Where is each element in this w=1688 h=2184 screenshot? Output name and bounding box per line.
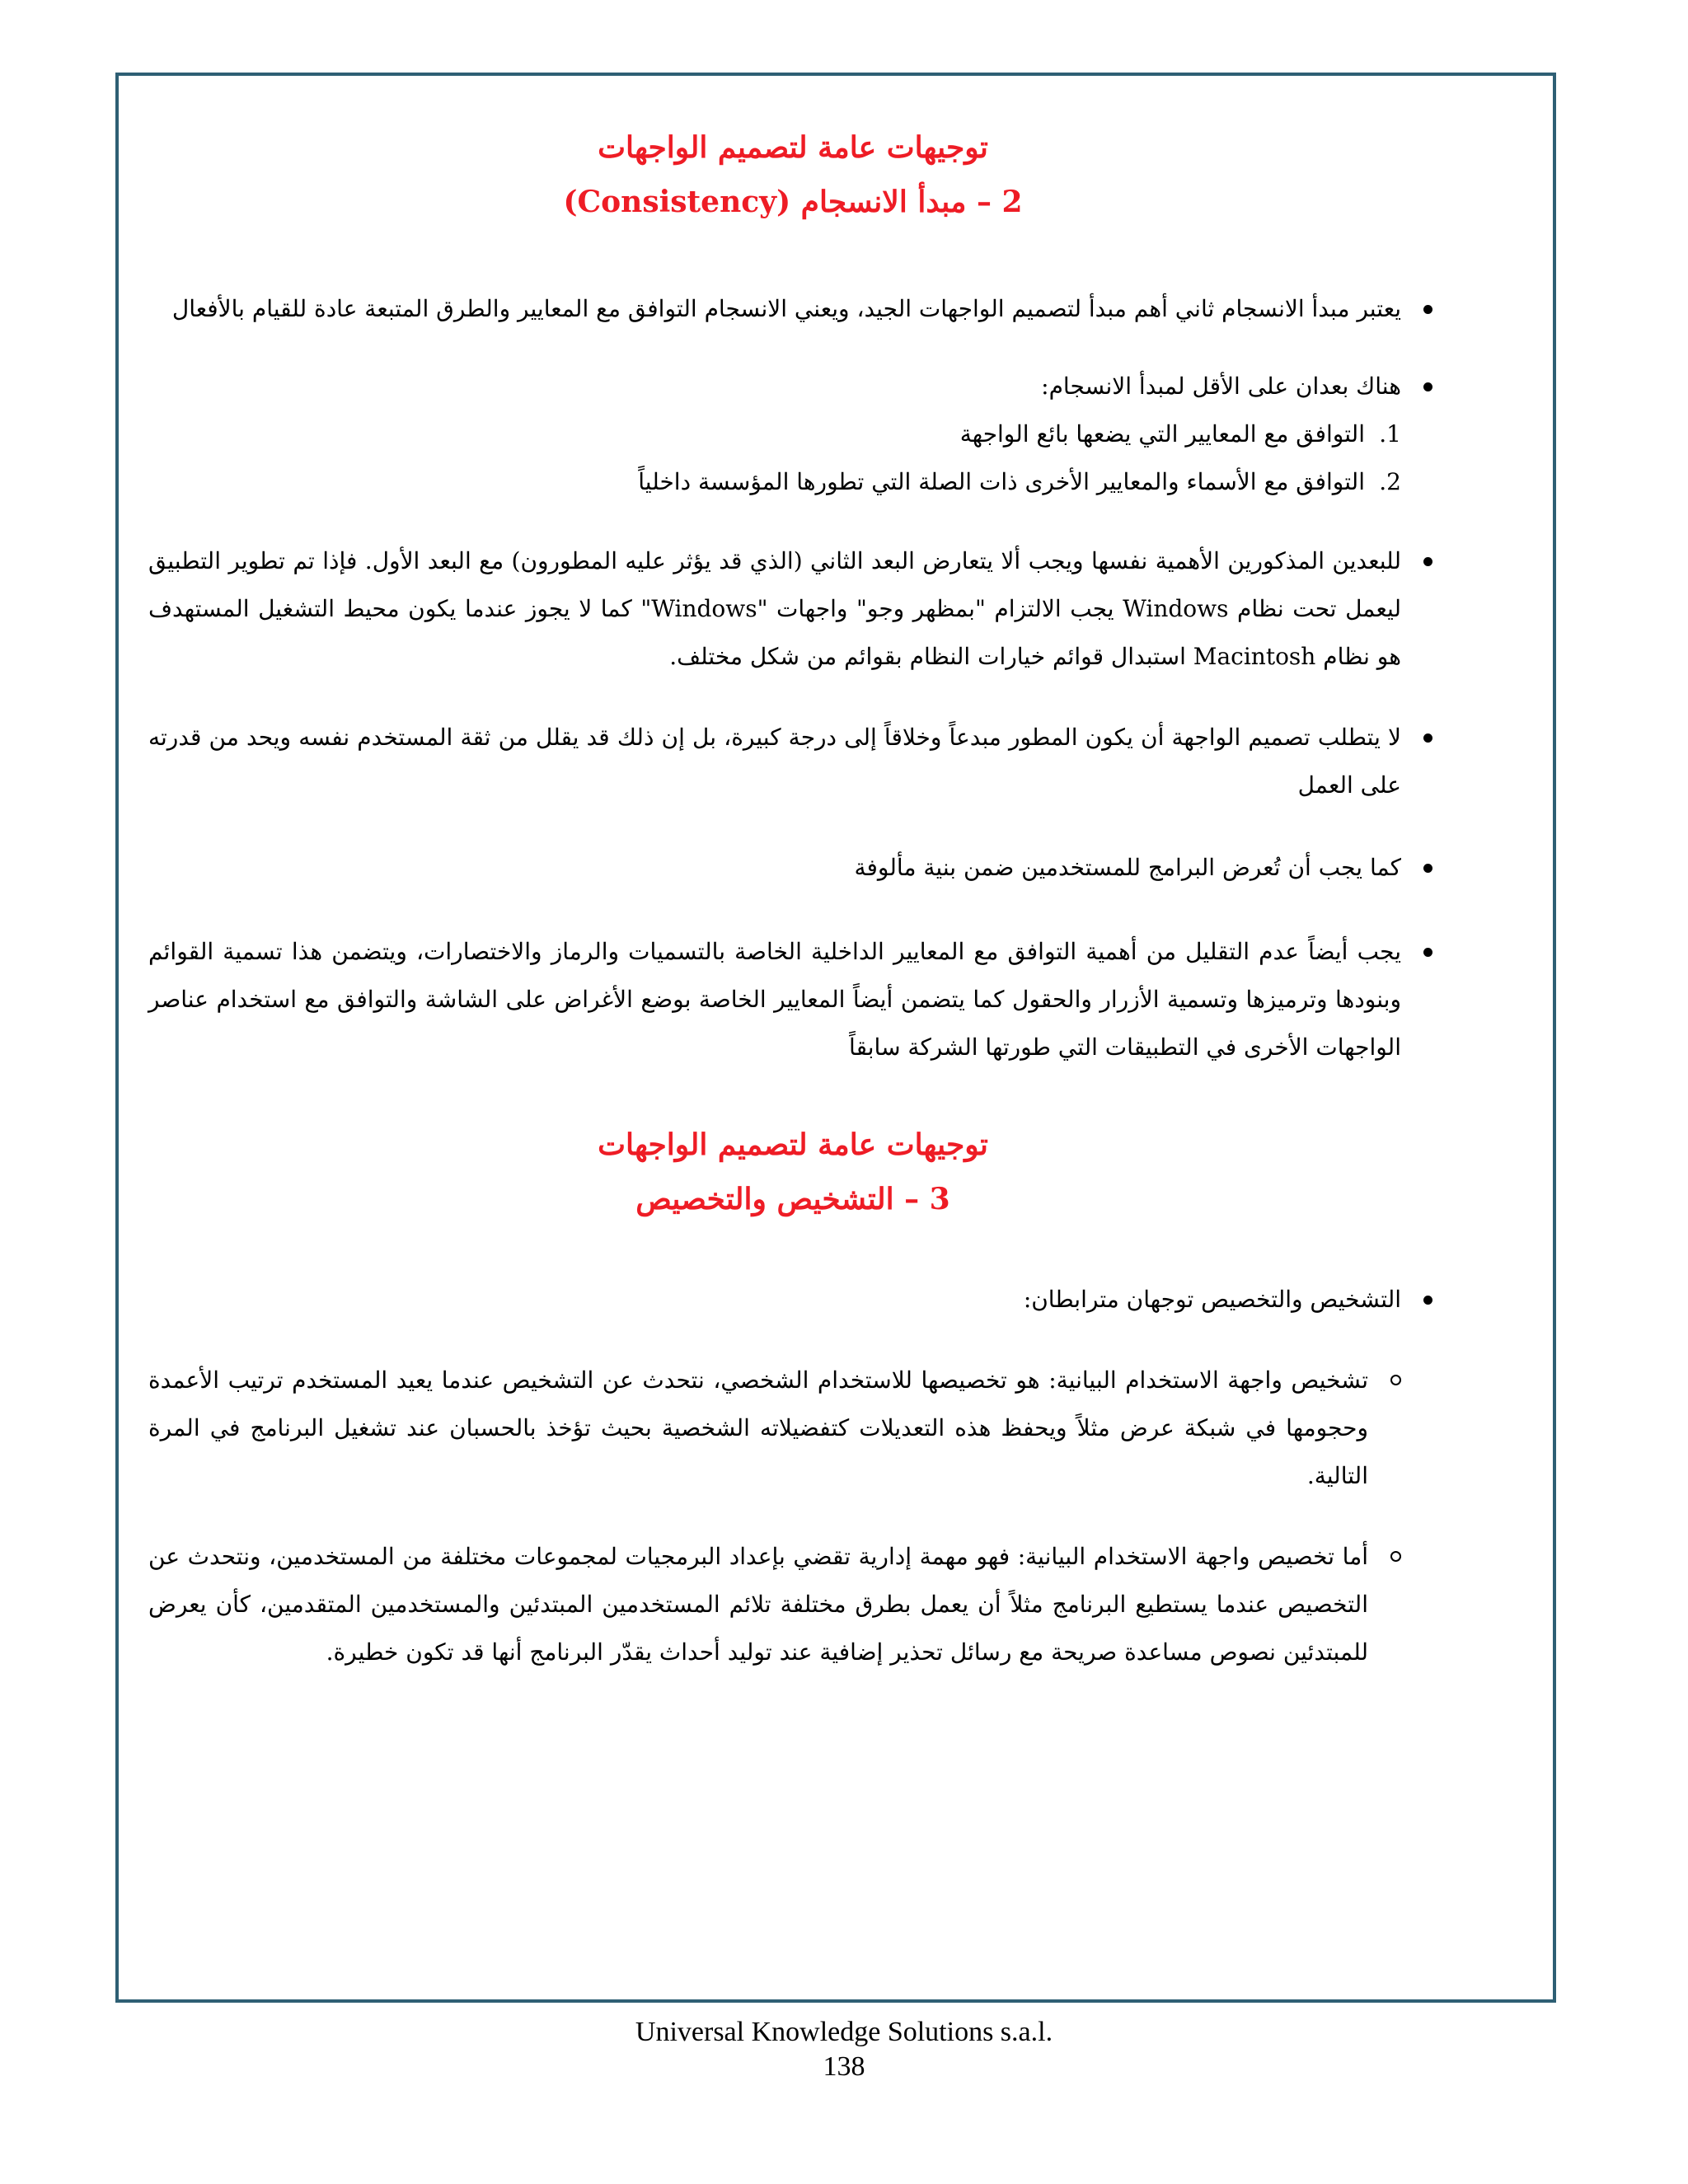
- section-subtitle-personalization: 3 – التشخيص والتخصيص: [635, 1182, 950, 1216]
- bullet-consistency-definition: يعتبر مبدأ الانسجام ثاني أهم مبدأ لتصميم الواجهات الجيد، ويعني الانسجام التوافق مع المعايير والطرق المتبعة عادة للقيام بالأفعال: [148, 285, 1437, 333]
- bullet-internal-standards: يجب أيضاً عدم التقليل من أهمية التوافق مع المعايير الداخلية الخاصة بالتسميات والرماز والاختصارات، ويتضمن هذا تسمية القوائم وبنودها وترميزها وتسمية الأزرار والحقول كما يتضمن أيضاً المعايير الخاصة بوضع الأغراض على الشاشة والتوافق مع استخدام عناصر الواجهات الأخرى في التطبيقات التي طورتها الشركة سابقاً: [148, 928, 1437, 1071]
- list-item-text: التوافق مع الأسماء والمعايير الأخرى ذات الصلة التي تطورها المؤسسة داخلياً: [638, 468, 1365, 495]
- page-number: 138: [823, 2051, 865, 2082]
- bullet-creativity: لا يتطلب تصميم الواجهة أن يكون المطور مبدعاً وخلاقاً إلى درجة كبيرة، بل إن ذلك قد يقلل من ثقة المستخدم نفسه ويحد من قدرته على العمل: [148, 714, 1437, 809]
- bullet-personalization-intro: التشخيص والتخصيص توجهان مترابطان:: [148, 1276, 1437, 1324]
- bullet-dimensions-intro: هناك بعدان على الأقل لمبدأ الانسجام:: [148, 363, 1437, 410]
- macintosh-term: Macintosh: [1193, 643, 1316, 670]
- section-title-guidelines-1: توجيهات عامة لتصميم الواجهات: [598, 130, 988, 165]
- list-number: 2.: [1379, 468, 1401, 495]
- dimensions-list-item: [148, 410, 1401, 458]
- windows-term: Windows: [651, 595, 757, 622]
- page-content: [148, 73, 1437, 1676]
- section-subtitle-consistency: [148, 175, 1437, 229]
- subtitle-english: (Consistency): [563, 185, 791, 219]
- subtitle-arabic: 2 – مبدأ الانسجام: [800, 185, 1023, 219]
- sub-bullet-personalization: تشخيص واجهة الاستخدام البيانية: هو تخصيصها للاستخدام الشخصي، نتحدث عن التشخيص عندما يعيد المستخدم ترتيب الأعمدة وحجومها في شبكة عرض مثلاً ويحفظ هذه التعديلات كتفضيلاته الشخصية بحيث تؤخذ بالحسبان عند تشغيل البرنامج في المرة التالية.: [148, 1357, 1437, 1500]
- bullet-dimensions-block: [148, 363, 1437, 506]
- windows-term: Windows: [1123, 595, 1229, 622]
- list-number: 1.: [1379, 420, 1401, 448]
- bullet-equal-importance: [148, 537, 1437, 681]
- bullet-familiar-structure: كما يجب أن تُعرض البرامج للمستخدمين ضمن بنية مألوفة: [148, 844, 1437, 892]
- text-run: " كما لا يجوز عندما يكون محيط التشغيل المستهدف هو نظام: [148, 595, 1401, 670]
- text-run: يجب الالتزام "بمظهر وجو" واجهات ": [757, 595, 1114, 622]
- list-item-text: التوافق مع المعايير التي يضعها بائع الواجهة: [959, 420, 1365, 448]
- text-run: للبعدين المذكورين الأهمية نفسها ويجب ألا يتعارض البعد الثاني (الذي قد يؤثر عليه المطورون) مع البعد الأول. فإذا تم تطوير التطبيق ليعمل تحت نظام: [148, 547, 1401, 622]
- dimensions-list-item: [148, 458, 1401, 506]
- footer-organization: Universal Knowledge Solutions s.a.l.: [635, 2017, 1053, 2047]
- sub-bullet-customization: أما تخصيص واجهة الاستخدام البيانية: فهو مهمة إدارية تقضي بإعداد البرمجيات لمجموعات مختلفة من المستخدمين، ونتحدث عن التخصيص عندما يستطيع البرنامج مثلاً أن يعمل بطرق مختلفة تلائم المستخدمين المبتدئين والمستخدمين المتقدمين، كأن يعرض للمبتدئين نصوص مساعدة صريحة مع رسائل تحذير إضافية عند توليد أحداث يقدّر البرنامج أنها قد تكون خطيرة.: [148, 1533, 1437, 1676]
- text-run: استبدال قوائم خيارات النظام بقوائم من شكل مختلف.: [669, 643, 1186, 670]
- dimensions-list: [148, 410, 1437, 506]
- section-title-guidelines-2: توجيهات عامة لتصميم الواجهات: [598, 1127, 988, 1162]
